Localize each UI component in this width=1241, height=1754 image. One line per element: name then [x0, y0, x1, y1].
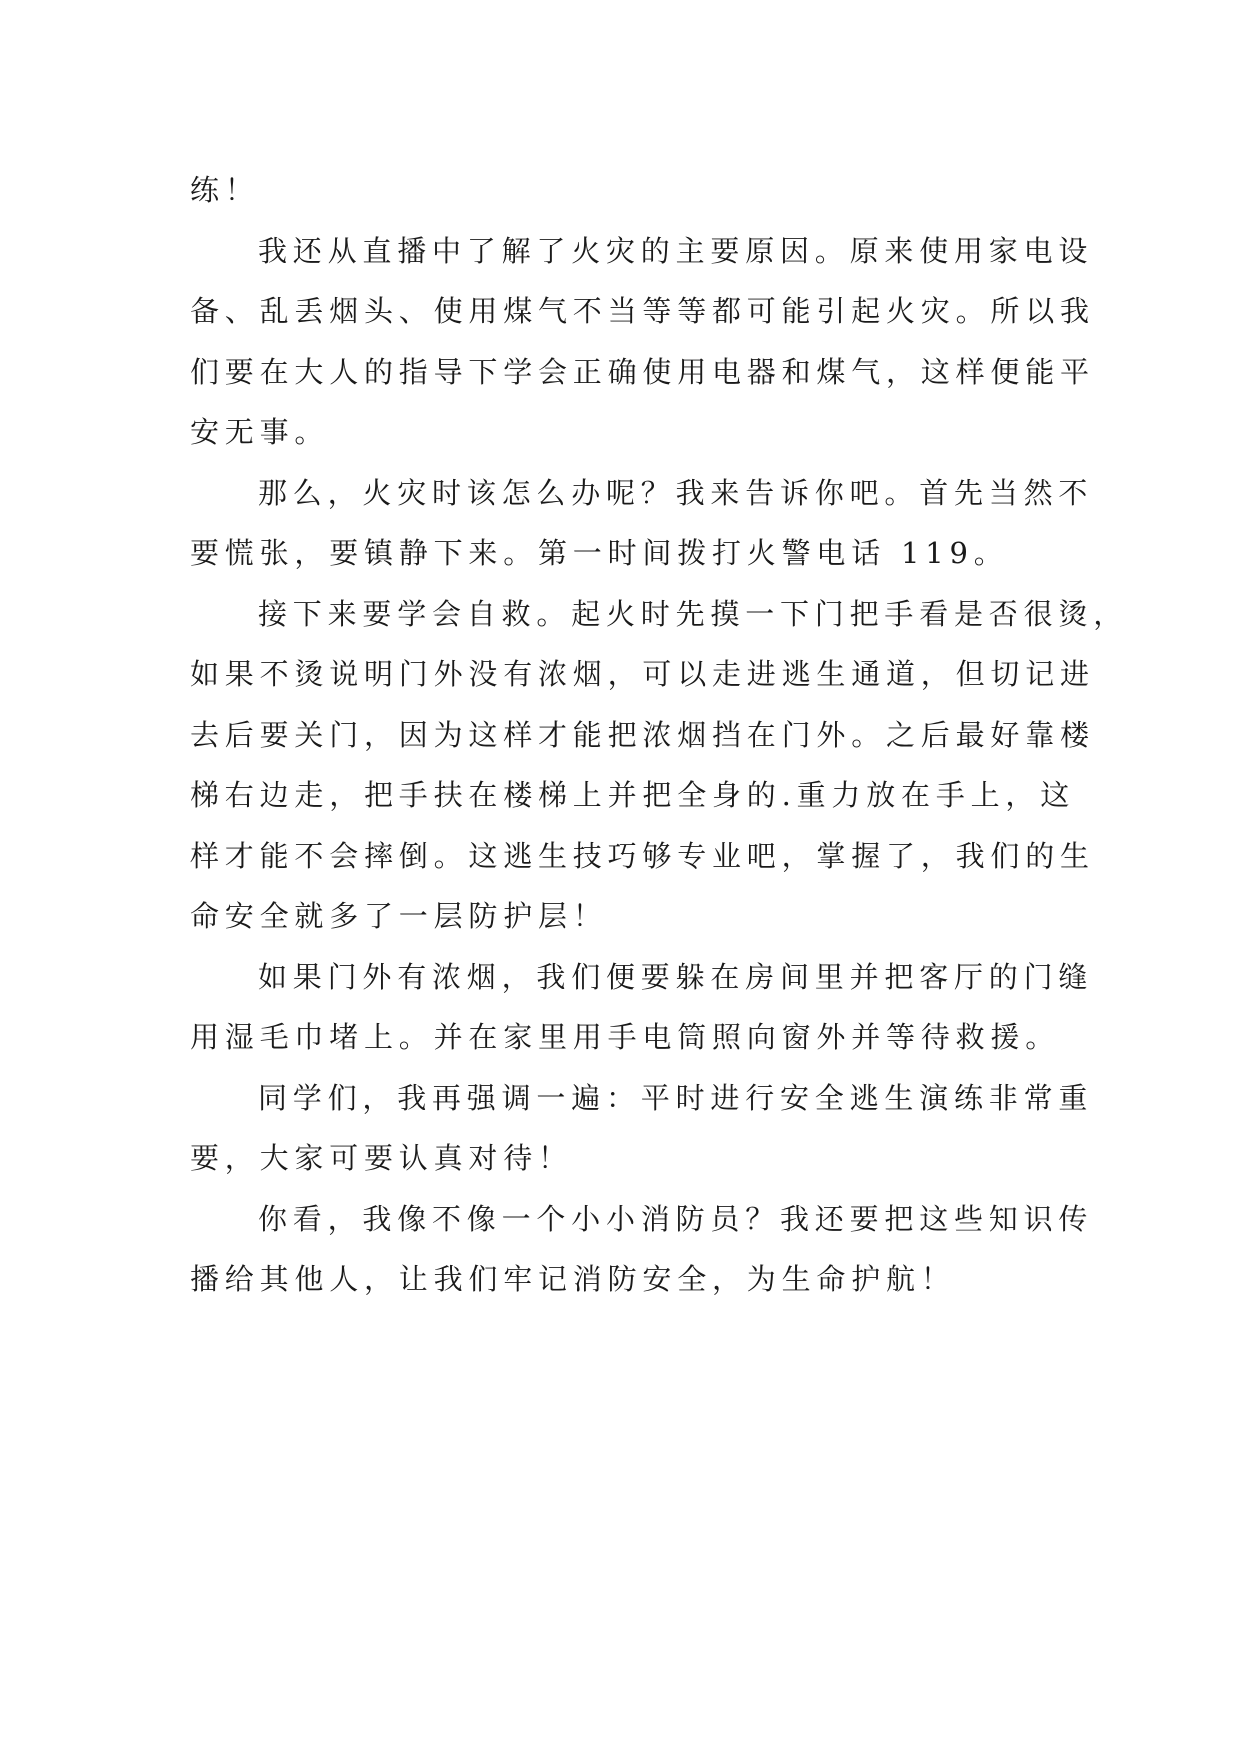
text-line: 样才能不会摔倒。这逃生技巧够专业吧，掌握了，我们的生: [190, 838, 1095, 873]
text-line: 命安全就多了一层防护层！: [190, 899, 608, 933]
text-line: 你看，我像不像一个小小消防员？我还要把这些知识传: [258, 1201, 1094, 1236]
text-line: 那么，火灾时该怎么办呢？我来告诉你吧。首先当然不: [258, 475, 1094, 510]
text-line: 同学们，我再强调一遍：平时进行安全逃生演练非常重: [258, 1080, 1094, 1115]
document-body: [190, 160, 1129, 1310]
text-line: 接下来要学会自救。起火时先摸一下门把手看是否很烫，: [258, 596, 1129, 631]
text-line: 如果门外有浓烟，我们便要躲在房间里并把客厅的门缝: [258, 959, 1094, 994]
text-line: 要慌张，要镇静下来。第一时间拨打火警电话 119。: [190, 536, 1009, 570]
text-line: 去后要关门，因为这样才能把浓烟挡在门外。之后最好靠楼: [190, 717, 1095, 752]
text-line: 们要在大人的指导下学会正确使用电器和煤气，这样便能平: [190, 354, 1095, 389]
text-line: 播给其他人，让我们牢记消防安全，为生命护航！: [190, 1262, 956, 1296]
text-line: 备、乱丢烟头、使用煤气不当等等都可能引起火灾。所以我: [190, 294, 1095, 328]
text-line: 如果不烫说明门外没有浓烟，可以走进逃生通道，但切记进: [190, 657, 1095, 691]
text-line: 练！: [190, 173, 260, 207]
text-line: 用湿毛巾堵上。并在家里用手电筒照向窗外并等待救援。: [190, 1020, 1061, 1054]
text-line: 梯右边走，把手扶在楼梯上并把全身的.重力放在手上，这: [190, 778, 1076, 812]
text-line: 要，大家可要认真对待！: [190, 1141, 573, 1175]
text-line: 安无事。: [190, 415, 330, 449]
text-line: 我还从直播中了解了火灾的主要原因。原来使用家电设: [258, 233, 1094, 268]
